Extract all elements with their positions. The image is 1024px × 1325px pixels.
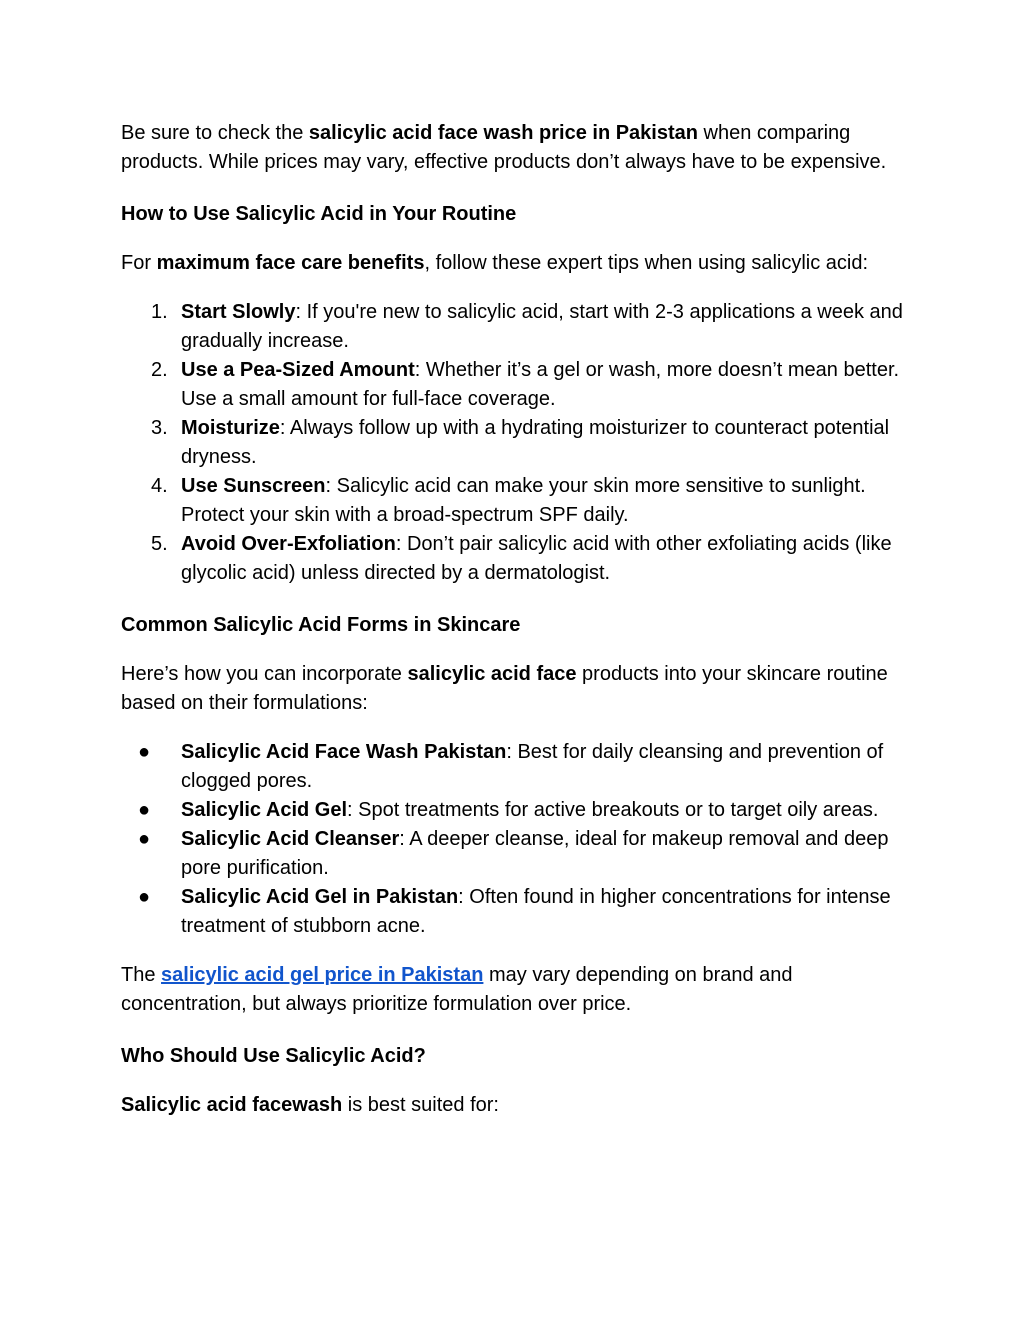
forms-heading: Common Salicylic Acid Forms in Skincare	[121, 614, 521, 636]
routine-heading: How to Use Salicylic Acid in Your Routine	[121, 203, 517, 225]
intro-paragraph: Be sure to check the salicylic acid face wash price in Pakistan when comparing products. While prices may vary, effective products don’t always have to be expensive.	[121, 122, 887, 173]
bullet-icon: ●	[138, 741, 151, 763]
who-lead-paragraph: Salicylic acid facewash is best suited for:	[121, 1094, 499, 1116]
list-item: 3. Moisturize: Always follow up with a hydrating moisturizer to counteract potential dryness.	[151, 417, 890, 468]
who-lead-bold: Salicylic acid facewash	[121, 1094, 343, 1116]
routine-lead-paragraph: For maximum face care benefits, follow these expert tips when using salicylic acid:	[121, 252, 869, 274]
price-link[interactable]: salicylic acid gel price in Pakistan	[161, 964, 484, 986]
forms-lead-paragraph: Here’s how you can incorporate salicylic acid face products into your skincare routine based on their formulations:	[121, 663, 888, 714]
list-item: ● Salicylic Acid Gel in Pakistan: Often found in higher concentrations for intense treatment of stubborn acne.	[121, 883, 911, 941]
bullet-icon: ●	[138, 886, 151, 908]
bullet-icon: ●	[138, 828, 151, 850]
price-paragraph: The salicylic acid gel price in Pakistan may vary depending on brand and concentration, but always prioritize formulation over price.	[121, 964, 793, 1015]
intro-bold-keyword: salicylic acid face wash price in Pakistan	[308, 122, 698, 144]
list-item: ● Salicylic Acid Face Wash Pakistan: Best for daily cleansing and prevention of clogged pores.	[121, 738, 911, 796]
routine-tips-list	[121, 298, 911, 588]
list-item: 2. Use a Pea-Sized Amount: Whether it’s a gel or wash, more doesn’t mean better. Use a small amount for full-face coverage.	[151, 359, 900, 410]
bullet-icon: ●	[138, 799, 151, 821]
who-heading: Who Should Use Salicylic Acid?	[121, 1045, 426, 1067]
forms-list	[121, 738, 911, 941]
forms-lead-bold: salicylic acid face	[407, 663, 577, 685]
list-item: 1. Start Slowly: If you're new to salicylic acid, start with 2-3 applications a week and gradually increase.	[151, 301, 903, 352]
list-item: ● Salicylic Acid Cleanser: A deeper cleanse, ideal for makeup removal and deep pore purification.	[121, 825, 911, 883]
document-content	[121, 119, 911, 1120]
list-item: ● Salicylic Acid Gel: Spot treatments for active breakouts or to target oily areas.	[121, 796, 911, 825]
routine-lead-bold: maximum face care benefits	[156, 252, 425, 274]
list-item: 5. Avoid Over-Exfoliation: Don’t pair salicylic acid with other exfoliating acids (like glycolic acid) unless directed by a dermatologist.	[151, 533, 892, 584]
list-item: 4. Use Sunscreen: Salicylic acid can make your skin more sensitive to sunlight. Protect your skin with a broad-spectrum SPF daily.	[151, 475, 866, 526]
